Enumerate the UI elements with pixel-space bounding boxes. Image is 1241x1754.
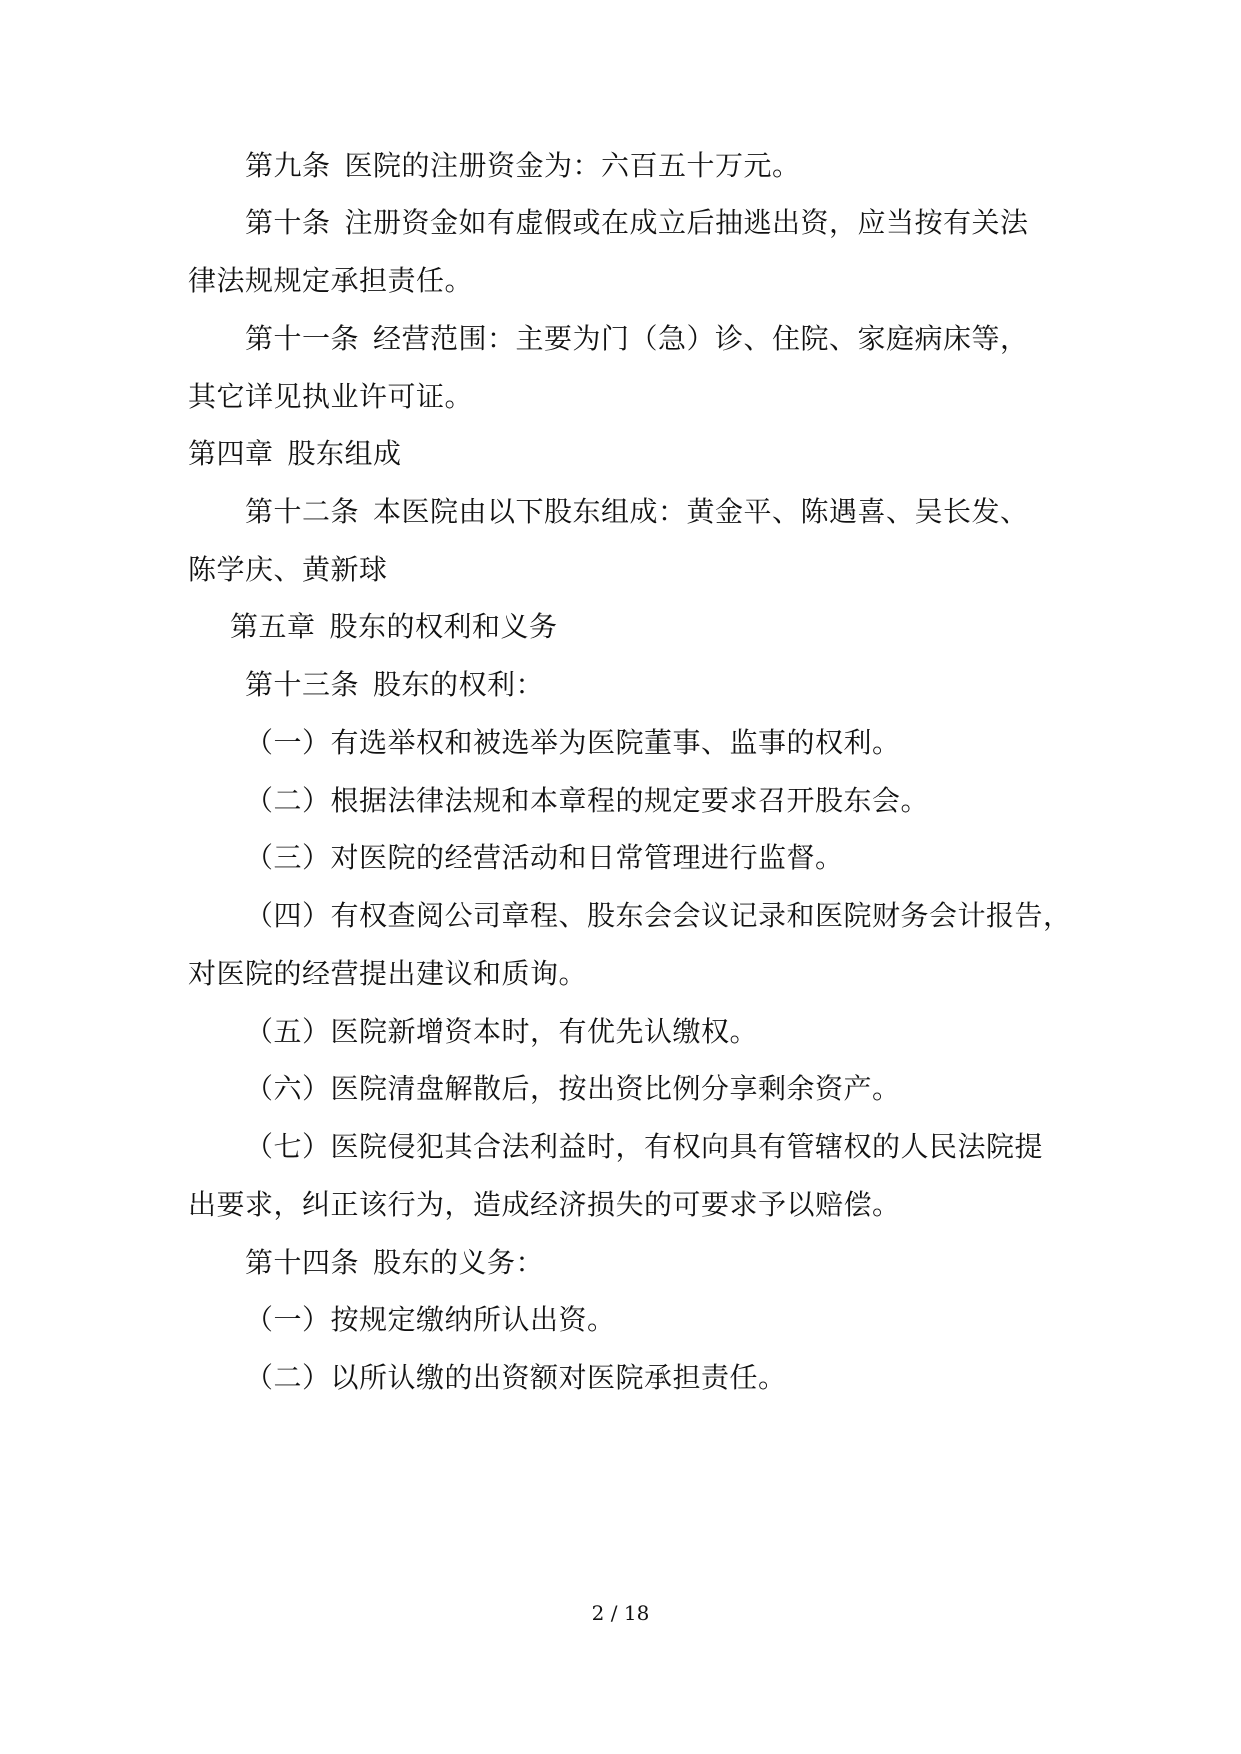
chapter-4-number: 第四章 [188,437,274,470]
article-10-number: 第十条 [245,206,331,239]
chapter-5-heading [230,607,558,647]
article-10 [245,203,1029,243]
page-number: 2 / 18 [591,1601,650,1625]
article-14 [245,1243,544,1283]
article-12-text: 本医院由以下股东组成：黄金平、陈遇喜、吴长发、 [373,495,1029,528]
chapter-4-heading [188,434,402,474]
chapter-5-number: 第五章 [230,610,316,643]
article-14-number: 第十四条 [245,1246,360,1279]
article-9 [245,146,801,186]
article-11-number: 第十一条 [245,322,360,355]
article-14-text: 股东的义务： [373,1246,545,1279]
rights-item-2: （二）根据法律法规和本章程的规定要求召开股东会。 [245,784,930,817]
article-12 [245,492,1029,532]
duties-item-1: （一）按规定缴纳所认出资。 [245,1303,616,1336]
article-10-text: 注册资金如有虚假或在成立后抽逃出资，应当按有关法 [344,206,1029,239]
rights-item-7-continuation: 出要求，纠正该行为，造成经济损失的可要求予以赔偿。 [188,1188,901,1221]
article-11-text: 经营范围：主要为门（急）诊、住院、家庭病床等， [373,322,1029,355]
article-13 [245,665,544,705]
rights-item-3: （三）对医院的经营活动和日常管理进行监督。 [245,841,844,874]
rights-item-5: （五）医院新增资本时，有优先认缴权。 [245,1015,759,1048]
article-10-continuation: 律法规规定承担责任。 [188,264,474,297]
chapter-5-title: 股东的权利和义务 [329,610,558,643]
rights-item-6: （六）医院清盘解散后，按出资比例分享剩余资产。 [245,1072,901,1105]
duties-item-2: （二）以所认缴的出资额对医院承担责任。 [245,1361,787,1394]
article-12-continuation: 陈学庆、黄新球 [188,553,388,586]
article-9-text: 医院的注册资金为：六百五十万元。 [344,149,801,182]
rights-item-7: （七）医院侵犯其合法利益时，有权向具有管辖权的人民法院提 [245,1130,1044,1163]
article-9-number: 第九条 [245,149,331,182]
rights-item-4: （四）有权查阅公司章程、股东会会议记录和医院财务会计报告， [245,899,1072,932]
article-12-number: 第十二条 [245,495,360,528]
rights-item-1: （一）有选举权和被选举为医院董事、监事的权利。 [245,726,901,759]
rights-item-4-continuation: 对医院的经营提出建议和质询。 [188,957,588,990]
article-13-text: 股东的权利： [373,668,545,701]
article-11 [245,319,1029,359]
article-13-number: 第十三条 [245,668,360,701]
article-11-continuation: 其它详见执业许可证。 [188,380,474,413]
chapter-4-title: 股东组成 [287,437,402,470]
